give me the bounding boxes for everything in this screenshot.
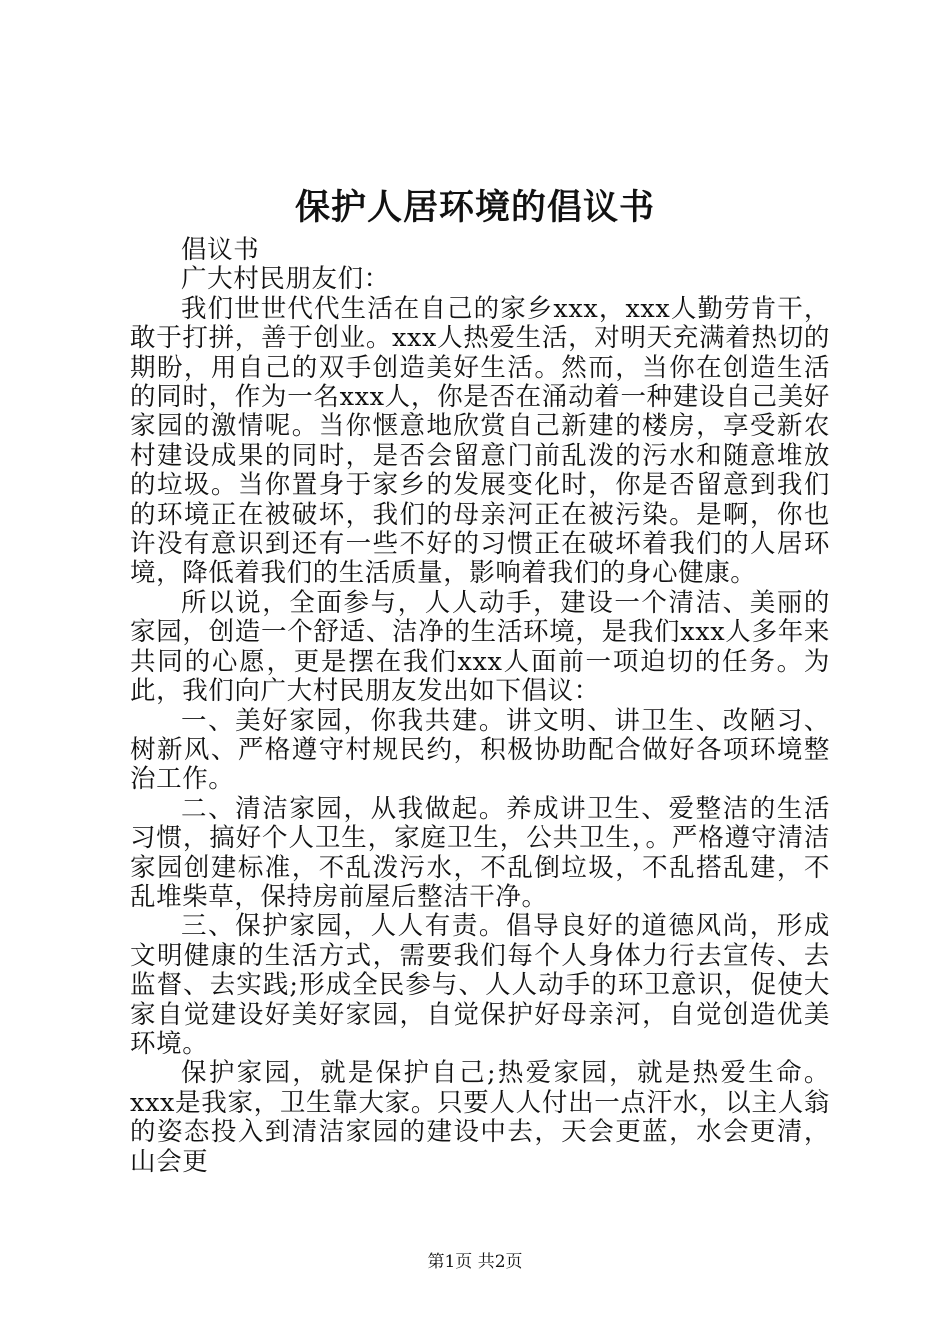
document-title: 保护人居环境的倡议书 — [294, 187, 655, 228]
document-body — [130, 236, 830, 1177]
paragraph-salutation: 广大村民朋友们： — [181, 264, 390, 295]
paragraph-item-2: 二、清洁家园，从我做起。养成讲卫生、爱整洁的生活习惯，搞好个人卫生，家庭卫生，公共卫生，。严格遵守清洁家园创建标准，不乱泼污水，不乱倒垃圾，不乱搭乱建，不乱堆柴草，保持房前屋后整洁干净。 — [130, 793, 830, 912]
paragraph-item-1: 一、美好家园，你我共建。讲文明、讲卫生、改陋习、树新风、严格遵守村规民约，积极协助配合做好各项环境整治工作。 — [130, 705, 830, 795]
paragraph-heading: 倡议书 — [181, 235, 260, 265]
page-number: 第1页 共2页 — [427, 1252, 523, 1272]
paragraph-item-3: 三、保护家园，人人有责。倡导良好的道德风尚，形成文明健康的生活方式，需要我们每个人身体力行去宣传、去监督、去实践;形成全民参与、人人动手的环卫意识，促使大家自觉建设好美好家园，自觉保护好母亲河，自觉创造优美环境。 — [130, 911, 830, 1059]
paragraph-appeal: 所以说，全面参与，人人动手，建设一个清洁、美丽的家园，创造一个舒适、洁净的生活环境，是我们xxx人多年来共同的心愿，更是摆在我们xxx人面前一项迫切的任务。为此，我们向广大村民朋友发出如下倡议： — [130, 587, 830, 707]
paragraph-closing: 保护家园，就是保护自己;热爱家园，就是热爱生命。xxx是我家，卫生靠大家。只要人人付出一点汗水，以主人翁的姿态投入到清洁家园的建设中去，天会更蓝，水会更清，山会更 — [130, 1058, 830, 1177]
paragraph-intro: 我们世世代代生活在自己的家乡xxx，xxx人勤劳肯干，敢于打拼，善于创业。xxx人热爱生活，对明天充满着热切的期盼，用自己的双手创造美好生活。然而，当你在创造生活的同时，作为一名xxx人，你是否在涌动着一种建设自己美好家园的激情呢。当你惬意地欣赏自己新建的楼房，享受新农村建设成果的同时，是否会留意门前乱泼的污水和随意堆放的垃圾。当你置身于家乡的发展变化时，你是否留意到我们的环境正在被破坏，我们的母亲河正在被污染。是啊，你也许没有意识到还有一些不好的习惯正在破坏着我们的人居环境，降低着我们的生活质量，影响着我们的身心健康。 — [130, 293, 830, 589]
